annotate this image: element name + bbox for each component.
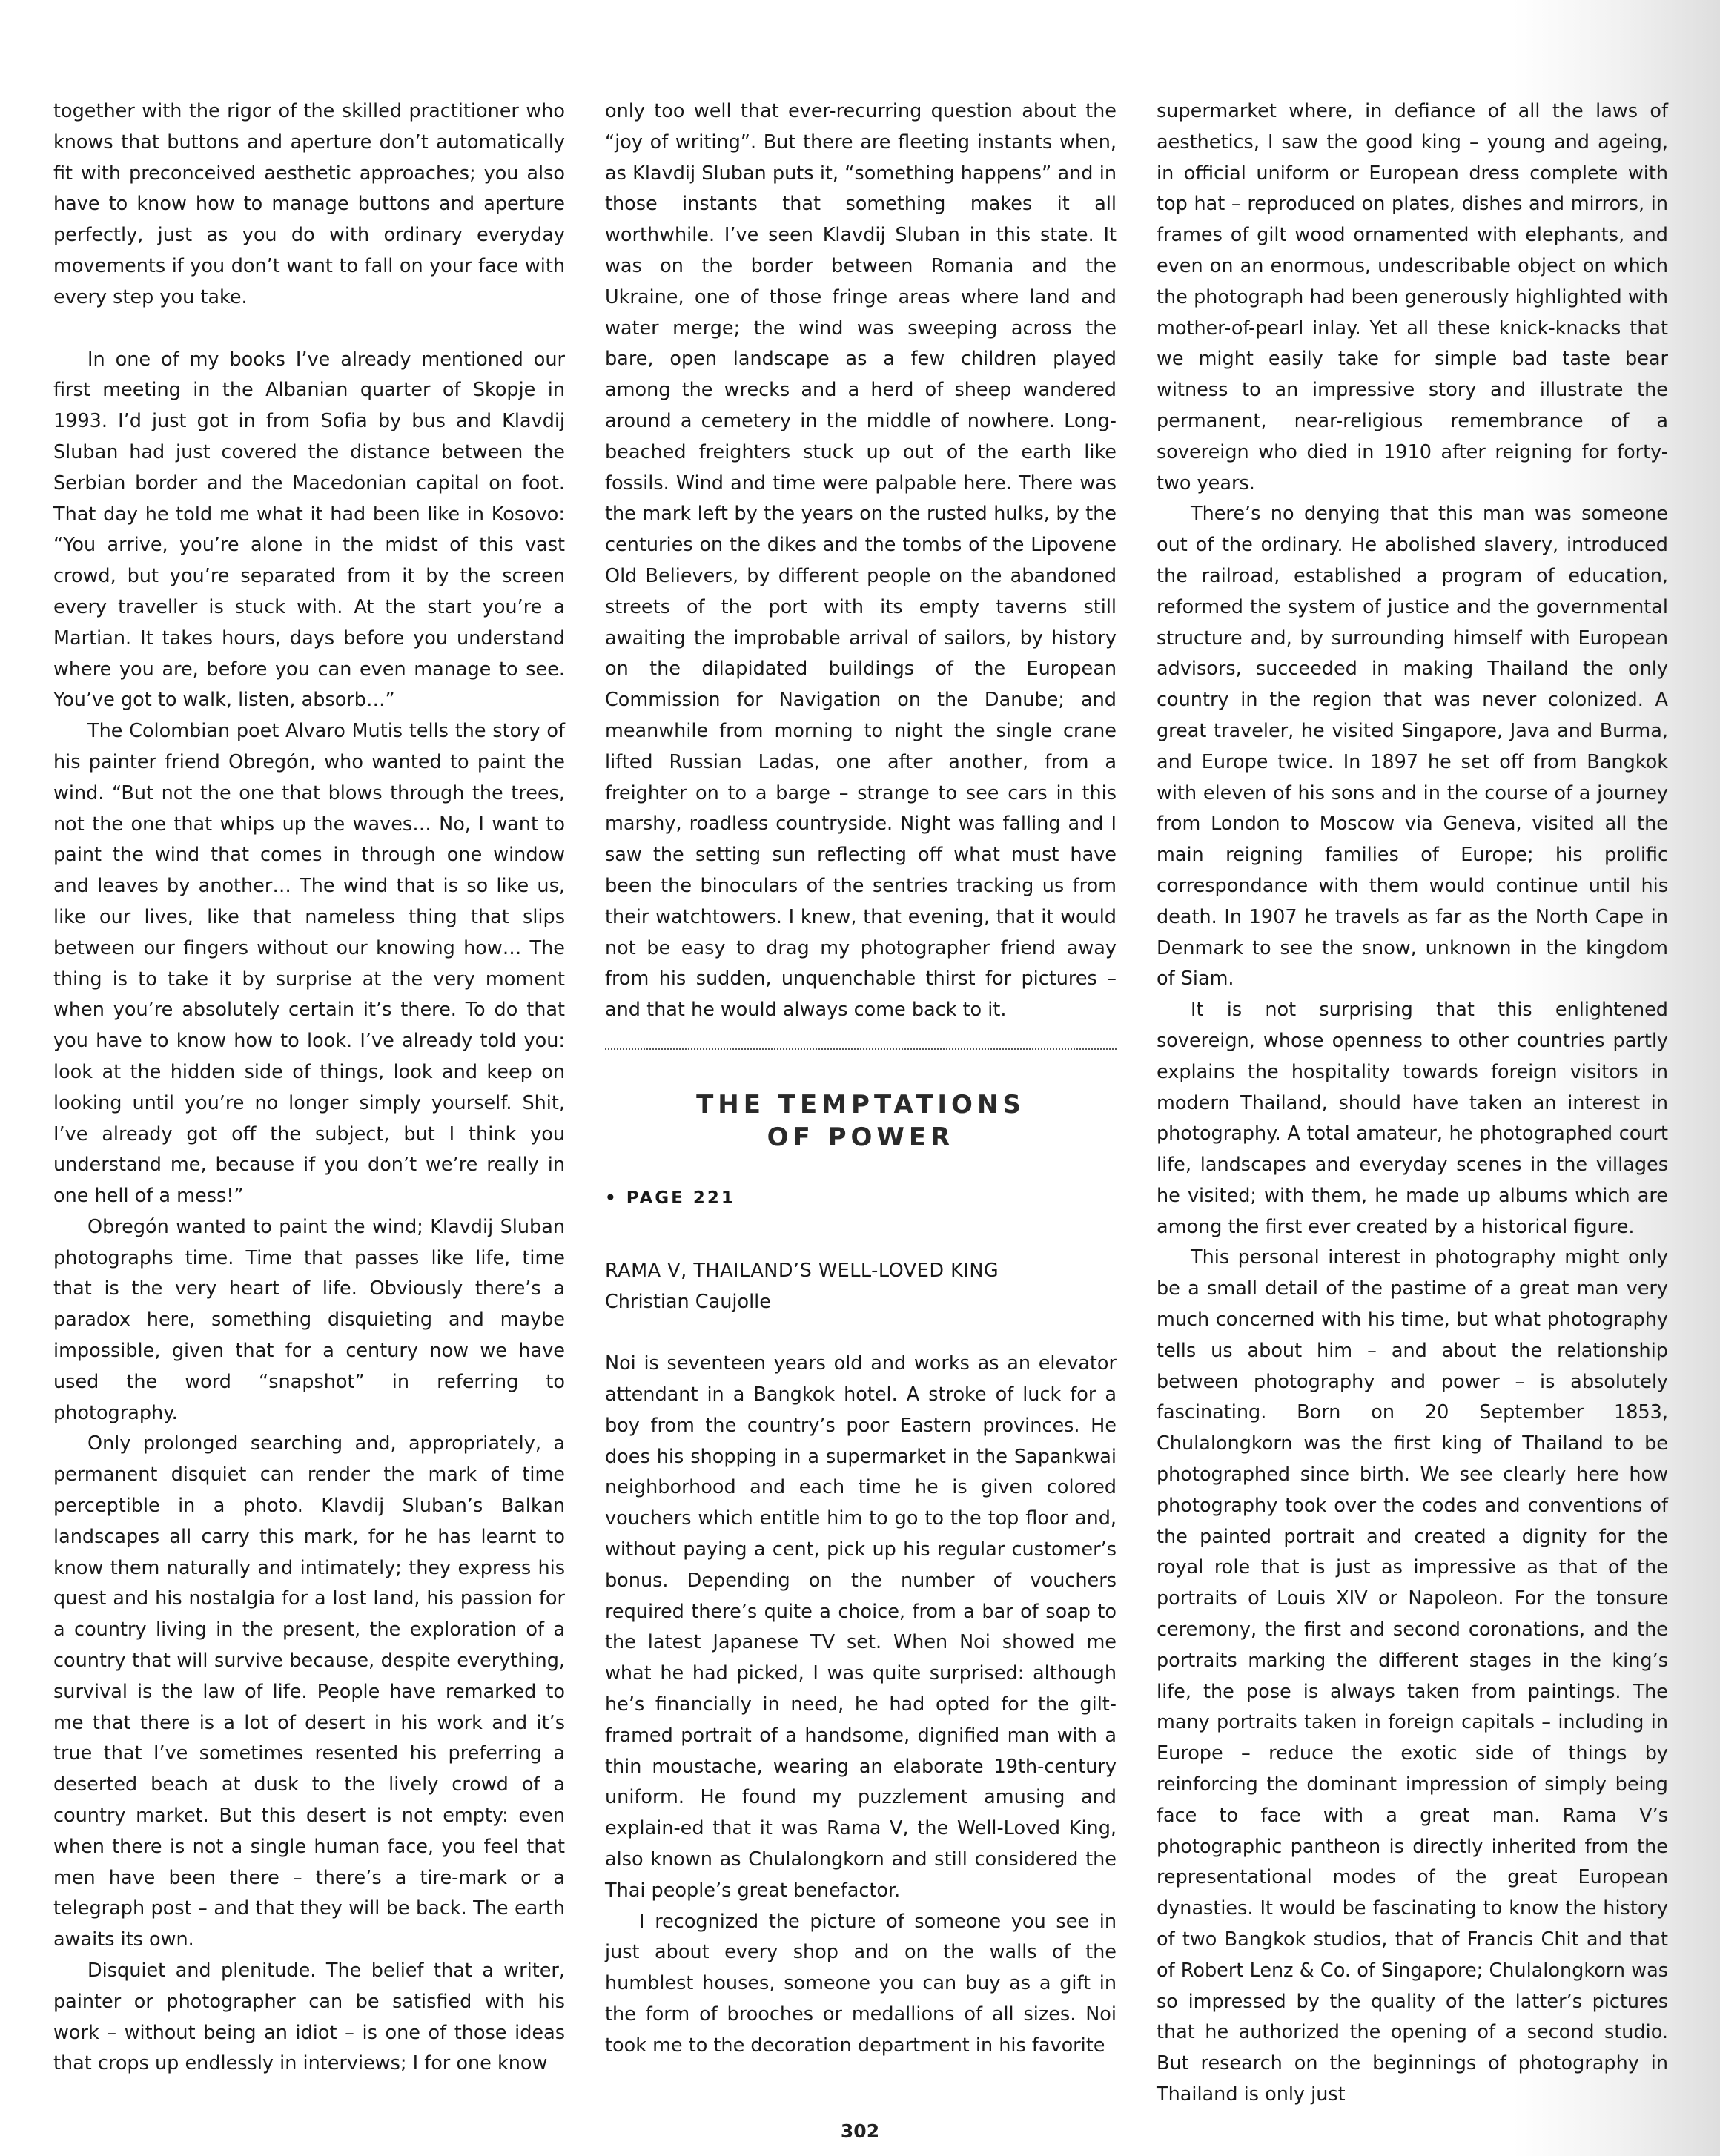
paragraph: Disquiet and plenitude. The belief that a writer, painter or photographer can be satisfied with his work – without being an idiot – is one of those ideas that crops up endlessly in interviews; I for one know <box>53 1960 565 2075</box>
page-reference: • PAGE 221 <box>605 1188 735 1208</box>
paragraph: I recognized the picture of someone you see in just about every shop and on the walls of the humblest houses, someone you can buy as a gift in the form of brooches or medallions of all sizes. Noi took me to the decoration department in his favorite <box>605 1910 1117 2057</box>
paragraph: Only prolonged searching and, appropriately, a permanent disquiet can render the mark of time perceptible in a photo. Klavdij Sluban’s Balkan landscapes all carry this mark, for he has learnt to know them naturally and intimately; they express his quest and his nostalgia for a lost land, his passion for a country living in the present, the exploration of a country that will survive because, despite everything, survival is the law of life. People have remarked to me that there is a lot of desert in his work and it’s true that I’ve sometimes resented his preferring a deserted beach at dusk to the lively crowd of a country market. But this desert is not empty: even when there is not a single human face, you feel that men have been there – there’s a tire-mark or a telegraph post – and that they will be back. The earth awaits its own. <box>53 1432 565 1951</box>
article-title: RAMA V, THAILAND’S WELL-LOVED KING <box>605 1259 999 1282</box>
paragraph: Obregón wanted to paint the wind; Klavdij Sluban photographs time. Time that passes like life, time that is the very heart of life. Obviously there’s a paradox here, something disquieting and maybe impossible, given that for a century now we have used the word “snapshot” in referring to photography. <box>53 1215 565 1424</box>
article-author: Christian Caujolle <box>605 1290 771 1313</box>
text-column-3 <box>1157 96 1668 2111</box>
paragraph: In one of my books I’ve already mentioned our first meeting in the Albanian quarter of Skopje in 1993. I’d just got in from Sofia by bus and Klavdij Sluban had just covered the distance between the Serbian border and the Macedonian capital on foot. That day he told me what it had been like in Kosovo: “You arrive, you’re alone in the midst of this vast crowd, but you’re separated from it by the screen every traveller is stuck with. At the start you’re a Martian. It takes hours, days before you understand where you are, before you can even manage to see. You’ve got to walk, listen, absorb…” <box>53 348 565 712</box>
paragraph: The Colombian poet Alvaro Mutis tells the story of his painter friend Obregón, who wanted to paint the wind. “But not the one that blows through the trees, not the one that whips up the waves… No, I want to paint the wind that comes in through one window and leaves by another… The wind that is so like us, like our lives, like that nameless thing that slips between our fingers without our knowing how… The thing is to take it by surprise at the very moment when you’re absolutely certain it’s there. To do that you have to know how to look. I’ve already told you: look at the hidden side of things, look and keep on looking until you’re no longer simply yourself. Shit, I’ve already got off the subject, but I think you understand me, because if you don’t we’re really in one hell of a mess!” <box>53 720 565 1208</box>
page-number: 302 <box>840 2120 880 2142</box>
text-column-2 <box>605 96 1117 2062</box>
section-title <box>605 1088 1117 1154</box>
paragraph: It is not surprising that this enlightened sovereign, whose openness to other countries partly explains the hospitality towards foreign visitors in modern Thailand, should have taken an interest in photography. A total amateur, he photographed court life, landscapes and everyday scenes in the villages he visited; with them, he made up albums which are among the first ever created by a historical figure. <box>1157 999 1668 1238</box>
dotted-divider <box>605 1048 1117 1050</box>
text-column-1 <box>53 96 565 2080</box>
paragraph: supermarket where, in defiance of all the laws of aesthetics, I saw the good king – young and ageing, in official uniform or European dress complete with top hat – reproduced on plates, dishes and mirrors, in frames of gilt wood ornamented with elephants, and even on an enormous, undescribable object on which the photograph had been generously highlighted with mother-of-pearl inlay. Yet all these knick-knacks that we might easily take for simple bad taste bear witness to an impressive story and illustrate the permanent, near-religious remembrance of a sovereign who died in 1910 after reigning for forty-two years. <box>1157 100 1668 495</box>
paragraph: Noi is seventeen years old and works as an elevator attendant in a Bangkok hotel. A stroke of luck for a boy from the country’s poor Eastern provinces. He does his shopping in a supermarket in the Sapankwai neighborhood and each time he is given colored vouchers which entitle him to go to the top floor and, without paying a cent, pick up his regular customer’s bonus. Depending on the number of vouchers required there’s quite a choice, from a bar of soap to the latest Japanese TV set. When Noi showed me what he had picked, I was quite surprised: although he’s financially in need, he had opted for the gilt-framed portrait of a handsome, dignified man with a thin moustache, wearing an elaborate 19th-century uniform. He found my puzzlement amusing and explain-ed that it was Rama V, the Well-Loved King, also known as Chulalongkorn and still considered the Thai people’s great benefactor. <box>605 1352 1117 1902</box>
section-title-line: OF POWER <box>767 1122 955 1152</box>
paragraph: This personal interest in photography might only be a small detail of the pastime of a great man very much concerned with his time, but what photography tells us about him – and about the relationship between photography and power – is absolutely fascinating. Born on 20 September 1853, Chulalongkorn was the first king of Thailand to be photographed since birth. We see clearly here how photography took over the codes and conventions of the painted portrait and created a dignity for the royal role that is just as impressive as that of the portraits of Louis XIV or Napoleon. For the tonsure ceremony, the first and second coronations, and the portraits marking the different stages in the king’s life, the pose is always taken from paintings. The many portraits taken in foreign capitals – including in Europe – reduce the exotic side of things by reinforcing the dominant impression of simply being face to face with a great man. Rama V’s photographic pantheon is directly inherited from the representational modes of the great European dynasties. It would be fascinating to know the history of two Bangkok studios, that of Francis Chit and that of Robert Lenz & Co. of Singapore; Chulalongkorn was so impressed by the quality of the latter’s pictures that he authorized the opening of a second studio. But research on the beginnings of photography in Thailand is only just <box>1157 1246 1668 2106</box>
paragraph: only too well that ever-recurring question about the “joy of writing”. But there are fleeting instants when, as Klavdij Sluban puts it, “something happens” and in those instants that something makes it all worthwhile. I’ve seen Klavdij Sluban in this state. It was on the border between Romania and the Ukraine, one of those fringe areas where land and water merge; the wind was sweeping across the bare, open landscape as a few children played among the wrecks and a herd of sheep wandered around a cemetery in the middle of nowhere. Long-beached freighters stuck up out of the earth like fossils. Wind and time were palpable here. There was the mark left by the years on the rusted hulks, by the centuries on the dikes and the tombs of the Lipovene Old Believers, by different people on the abandoned streets of the port with its empty taverns still awaiting the improbable arrival of sailors, by history on the dilapidated buildings of the European Commission for Navigation on the Danube; and meanwhile from morning to night the single crane lifted Russian Ladas, one after another, from a freighter on to a barge – strange to see cars in this marshy, roadless countryside. Night was falling and I saw the setting sun reflecting off what must have been the binoculars of the sentries tracking us from their watchtowers. I knew, that evening, that it would not be easy to drag my photographer friend away from his sudden, unquenchable thirst for pictures – and that he would always come back to it. <box>605 100 1117 1022</box>
section-title-line: THE TEMPTATIONS <box>696 1089 1025 1120</box>
paragraph: There’s no denying that this man was someone out of the ordinary. He abolished slavery, introduced the railroad, established a program of education, reformed the system of justice and the governmental structure and, by surrounding himself with European advisors, succeeded in making Thailand the only country in the region that was never colonized. A great traveler, he visited Singapore, Java and Burma, and Europe twice. In 1897 he set off from Bangkok with eleven of his sons and in the course of a journey from London to Moscow via Geneva, visited all the main reigning families of Europe; his prolific correspondance with them would continue until his death. In 1907 he travels as far as the North Cape in Denmark to see the snow, unknown in the kingdom of Siam. <box>1157 503 1668 991</box>
paragraph: together with the rigor of the skilled practitioner who knows that buttons and aperture don’t automatically fit with preconceived aesthetic approaches; you also have to know how to manage buttons and aperture perfectly, just as you do with ordinary everyday movements if you don’t want to fall on your face with every step you take. <box>53 100 565 308</box>
